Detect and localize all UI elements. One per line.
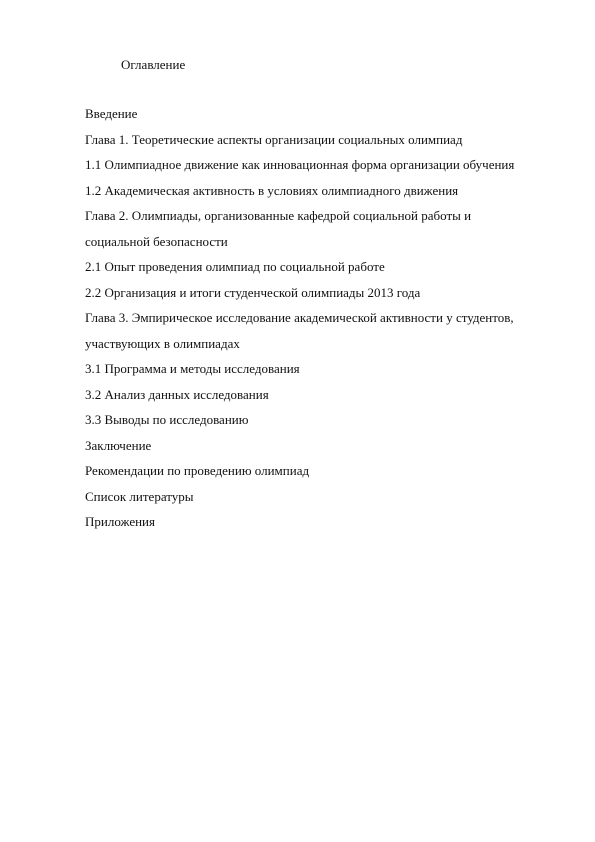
toc-entry-conclusion: Заключение <box>85 437 152 453</box>
toc-entry-bibliography: Список литературы <box>85 488 194 504</box>
toc-entry-section-3-1: 3.1 Программа и методы исследования <box>85 361 300 376</box>
toc-list <box>85 106 560 540</box>
toc-entry-chapter-3-line-1: Глава 3. Эмпирическое исследование академической активности у студентов, <box>85 310 514 325</box>
toc-entry-section-3-2: 3.2 Анализ данных исследования <box>85 386 269 402</box>
toc-entry-section-2-2: 2.2 Организация и итоги студенческой олимпиады 2013 года <box>85 284 421 300</box>
toc-entry-chapter-3-line-2: участвующих в олимпиадах <box>85 335 240 351</box>
toc-entry-section-2-1: 2.1 Опыт проведения олимпиад по социальной работе <box>85 259 385 274</box>
toc-title: Оглавление <box>121 57 186 72</box>
toc-entry-section-3-3: 3.3 Выводы по исследованию <box>85 412 249 427</box>
toc-entry-chapter-2-line-2: социальной безопасности <box>85 233 228 249</box>
toc-entry-section-1-2: 1.2 Академическая активность в условиях олимпиадного движения <box>85 182 459 198</box>
toc-entry-introduction: Введение <box>85 106 138 121</box>
toc-entry-section-1-1: 1.1 Олимпиадное движение как инновационная форма организации обучения <box>85 157 515 172</box>
toc-entry-recommendations: Рекомендации по проведению олимпиад <box>85 463 310 478</box>
toc-entry-chapter-2-line-1: Глава 2. Олимпиады, организованные кафедрой социальной работы и <box>85 208 472 223</box>
toc-entry-appendices: Приложения <box>85 514 155 529</box>
toc-entry-chapter-1: Глава 1. Теоретические аспекты организации социальных олимпиад <box>85 131 463 147</box>
